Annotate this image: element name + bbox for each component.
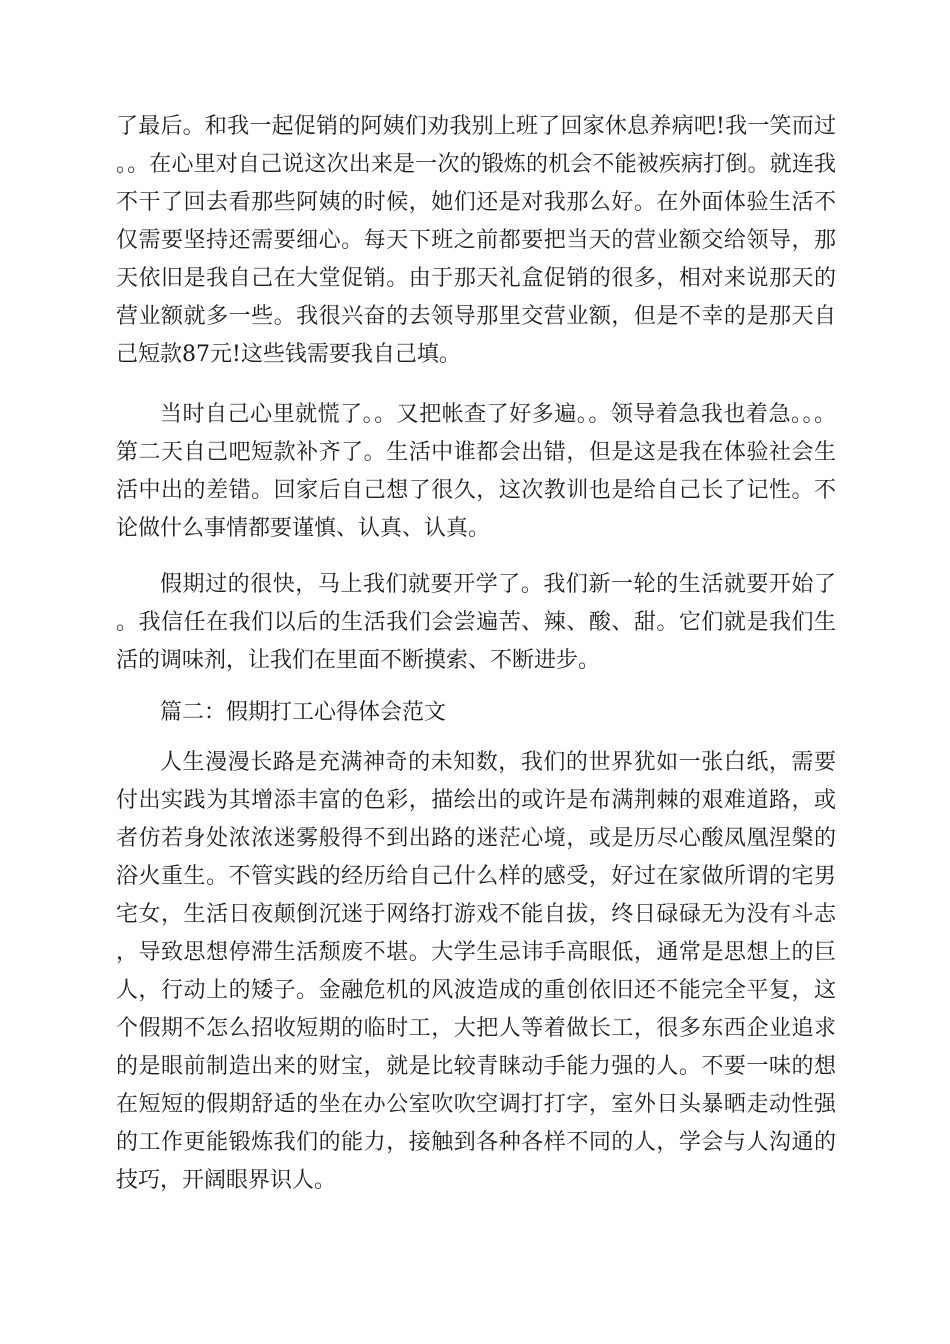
paragraph-holiday-end: 假期过的很快，马上我们就要开学了。我们新一轮的生活就要开始了。我信任在我们以后的生活我们会尝遍苦、辣、酸、甜。它们就是我们生活的调味剂，让我们在里面不断摸索、不断进步。 [116,572,836,673]
paragraph-section-body: 人生漫漫长路是充满神奇的未知数，我们的世界犹如一张白纸，需要付出实践为其增添丰富的色彩，描绘出的或许是布满荆棘的艰难道路，或者仿若身处浓浓迷雾般得不到出路的迷茫心境，或是历尽心酸凤凰涅槃的浴火重生。不管实践的经历给自己什么样的感受，好过在家做所谓的宅男宅女，生活日夜颠倒沉迷于网络打游戏不能自拔，终日碌碌无为没有斗志，导致思想停滞生活颓废不堪。大学生忌讳手高眼低，通常是思想上的巨人，行动上的矮子。金融危机的风波造成的重创依旧还不能完全平复，这个假期不怎么招收短期的临时工，大把人等着做长工，很多东西企业追求的是眼前制造出来的财宝，就是比较青睐动手能力强的人。不要一味的想在短短的假期舒适的坐在办公室吹吹空调打打字，室外日头暴晒走动性强的工作更能锻炼我们的能力，接触到各种各样不同的人，学会与人沟通的技巧，开阔眼界识人。 [116,750,836,1193]
paragraph-continuation: 了最后。和我一起促销的阿姨们劝我别上班了回家休息养病吧!我一笑而过。。在心里对自己说这次出来是一次的锻炼的机会不能被疾病打倒。就连我不干了回去看那些阿姨的时候，她们还是对我那么好。在外面体验生活不仅需要坚持还需要细心。每天下班之前都要把当天的营业额交给领导，那天依旧是我自己在大堂促销。由于那天礼盒促销的很多，相对来说那天的营业额就多一些。我很兴奋的去领导那里交营业额，但是不幸的是那天自己短款87元!这些钱需要我自己填。 [116,114,836,367]
section-heading: 篇二：假期打工心得体会范文 [160,700,447,725]
paragraph-shortfall: 当时自己心里就慌了。。又把帐查了好多遍。。领导着急我也着急。。。第二天自己吧短款补齐了。生活中谁都会出错，但是这是我在体验社会生活中出的差错。回家后自己想了很久，这次教训也是给自己长了记性。不论做什么事情都要谨慎、认真、认真。 [116,402,836,541]
